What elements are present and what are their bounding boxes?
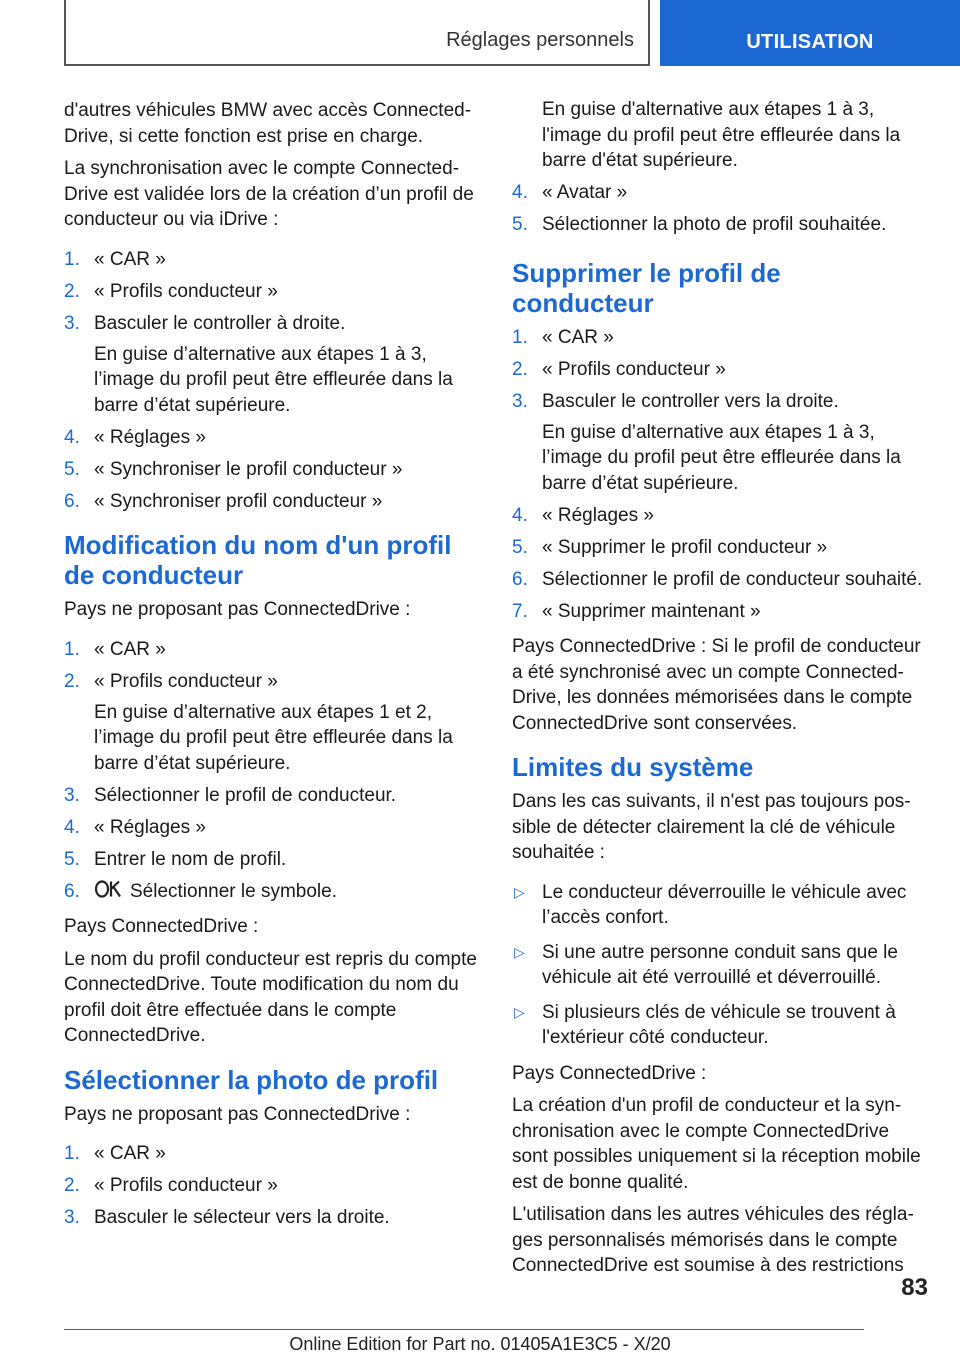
photo-steps-list [64, 1141, 478, 1231]
step-note: En guise d’alternative aux étapes 1 et 2, l’image du profil peut être effleurée dans la barre d’état supérieure. [94, 701, 453, 774]
step-number: 1. [512, 326, 528, 348]
limits-heading: Limites du système [512, 752, 754, 782]
list-item [512, 325, 928, 351]
list-item [64, 457, 478, 483]
step-text: Sélectionner le symbole. [130, 880, 337, 902]
bullet-text: Si une autre personne conduit sans que le véhicule ait été verrouillé et déverrouillé. [542, 941, 898, 988]
list-item [512, 940, 928, 991]
list-item [64, 1205, 478, 1231]
list-item [512, 880, 928, 931]
step-number: 5. [512, 214, 528, 235]
bullet-text: Le conducteur déverrouille le véhicule avec l’accès confort. [542, 881, 907, 928]
step-number: 3. [64, 312, 80, 334]
list-item [64, 847, 478, 873]
list-item [512, 567, 928, 593]
step-number: 2. [64, 670, 80, 692]
list-item [64, 1173, 478, 1199]
header-section-title: Réglages personnels [446, 29, 634, 51]
step-text: Basculer le sélecteur vers la droite. [94, 1207, 390, 1228]
photo-heading: Sélectionner la photo de profil [64, 1064, 439, 1095]
step-number: 4. [512, 182, 528, 203]
list-item [512, 357, 928, 383]
step-text: « Avatar » [542, 182, 628, 203]
step-text: Sélectionner le profil de conducteur. [94, 784, 397, 806]
step-text: « CAR » [94, 1143, 166, 1164]
list-item [512, 599, 928, 625]
step-number: 1. [64, 248, 80, 270]
step-number: 7. [512, 600, 528, 622]
ok-icon [94, 879, 124, 899]
bullet-text: Si plusieurs clés de véhicule se trouvent à l'extérieur côté conducteur. [542, 1001, 896, 1048]
step-note: En guise d’alternative aux étapes 1 à 3, l’image du profil peut être effleurée dans la barre d’état supérieure. [542, 421, 901, 494]
delete-cd-text: Pays ConnectedDrive : Si le profil de conducteur a été synchronisé avec un compte ConnectedDrive, les données mémorisées dans le compte ConnectedDrive sont conservées. [512, 636, 921, 734]
photo-intro: Pays ne proposant pas ConnectedDrive : [64, 1103, 411, 1125]
step-note: En guise d'alternative aux étapes 1 à 3, l'image du profil peut être effleurée dans la barre d'état supérieure. [542, 99, 901, 171]
step-text: « Profils conducteur » [542, 358, 726, 380]
page-number: 83 [901, 1274, 928, 1301]
delete-heading: Supprimer le profil de conducteur [512, 257, 781, 318]
rename-steps-list [64, 637, 478, 905]
step-number: 4. [512, 504, 528, 526]
list-item [512, 389, 928, 415]
rename-intro: Pays ne proposant pas ConnectedDrive : [64, 599, 411, 620]
list-item [512, 503, 928, 529]
header-section-box [64, 0, 650, 66]
photo-steps-continued [512, 180, 928, 238]
triangle-bullet-icon: ▷ [514, 1003, 525, 1020]
list-item [64, 1141, 478, 1167]
list-item [512, 180, 928, 206]
step-number: 2. [64, 1175, 80, 1196]
list-item [64, 247, 478, 273]
step-text: Sélectionner le profil de conducteur souhaité. [542, 568, 923, 590]
delete-steps-list [512, 325, 928, 625]
step-number: 6. [64, 880, 80, 902]
list-item [512, 535, 928, 561]
limits-cd-text-2: L'utilisation dans les autres véhicules des réglages personnalisés mémorisés dans le compte ConnectedDrive est soumise à des restrictions [512, 1204, 914, 1276]
list-item [64, 879, 478, 905]
list-item [64, 815, 478, 841]
list-item [64, 425, 478, 451]
left-column [64, 98, 478, 1241]
step-text: Basculer le controller à droite. [94, 312, 346, 334]
step-number: 5. [64, 458, 80, 480]
list-item [64, 311, 478, 337]
rename-cd-text: Le nom du profil conducteur est repris du compte ConnectedDrive. Toute modification du nom du profil doit être effectuée dans le compte ConnectedDrive. [64, 948, 477, 1046]
step-text: « Synchroniser le profil conducteur » [94, 458, 403, 480]
step-text: Basculer le controller vers la droite. [542, 390, 839, 412]
step-text: « Réglages » [94, 816, 206, 838]
step-number: 6. [512, 568, 528, 590]
list-item [64, 783, 478, 809]
intro-paragraph: d'autres véhicules BMW avec accès ConnectedDrive, si cette fonction est prise en charge. [64, 100, 472, 147]
step-text: « Supprimer maintenant » [542, 600, 761, 622]
step-number: 2. [64, 280, 80, 302]
list-item [512, 1000, 928, 1051]
step-text: « CAR » [94, 248, 166, 270]
step-number: 5. [64, 848, 80, 870]
sync-paragraph: La synchronisation avec le compte ConnectedDrive est validée lors de la création d’un profil de conducteur ou via iDrive : [64, 158, 474, 230]
list-item [64, 637, 478, 663]
step-number: 3. [64, 784, 80, 806]
limits-cd-text: La création d'un profil de conducteur et la synchronisation avec le compte ConnectedDrive sont possibles uniquement si la réception mobile est de bonne qualité. [512, 1095, 921, 1193]
header-chapter-tab [660, 0, 960, 66]
right-column [512, 98, 928, 1286]
step-text: « Profils conducteur » [94, 280, 278, 302]
triangle-bullet-icon: ▷ [514, 943, 525, 960]
list-item [64, 489, 478, 515]
limits-intro: Dans les cas suivants, il n'est pas toujours possible de détecter clairement la clé de véhicule souhaitée : [512, 791, 911, 863]
limits-cd-label: Pays ConnectedDrive : [512, 1062, 707, 1084]
step-text: « Synchroniser profil conducteur » [94, 490, 383, 512]
step-text: « Profils conducteur » [94, 670, 278, 692]
step-text: « Supprimer le profil conducteur » [542, 536, 828, 558]
step-note: En guise d’alternative aux étapes 1 à 3, l’image du profil peut être effleurée dans la barre d’état supérieure. [94, 343, 453, 416]
step-number: 1. [64, 1143, 80, 1164]
step-text: « Réglages » [94, 426, 206, 448]
rename-cd-label: Pays ConnectedDrive : [64, 916, 259, 937]
step-number: 6. [64, 490, 80, 512]
header-chapter-title: UTILISATION [746, 31, 874, 53]
step-text: Entrer le nom de profil. [94, 848, 287, 870]
step-text: « Profils conducteur » [94, 1175, 278, 1196]
step-number: 3. [512, 390, 528, 412]
step-text: « CAR » [94, 638, 166, 660]
sync-steps-list [64, 247, 478, 515]
rename-heading: Modification du nom d'un profil de conducteur [64, 530, 452, 590]
list-item [64, 669, 478, 695]
step-number: 1. [64, 638, 80, 660]
footer-divider [64, 1329, 864, 1330]
step-number: 4. [64, 816, 80, 838]
step-text: Sélectionner la photo de profil souhaitée. [542, 214, 887, 235]
step-number: 5. [512, 536, 528, 558]
limits-list [512, 880, 928, 1051]
list-item [64, 279, 478, 305]
step-number: 3. [64, 1207, 80, 1228]
step-text: « Réglages » [542, 504, 654, 526]
list-item [512, 212, 928, 238]
step-text: « CAR » [542, 326, 614, 348]
step-number: 2. [512, 358, 528, 380]
footer-edition: Online Edition for Part no. 01405A1E3C5 - X/20 [289, 1334, 671, 1354]
step-number: 4. [64, 426, 80, 448]
triangle-bullet-icon: ▷ [514, 883, 525, 900]
